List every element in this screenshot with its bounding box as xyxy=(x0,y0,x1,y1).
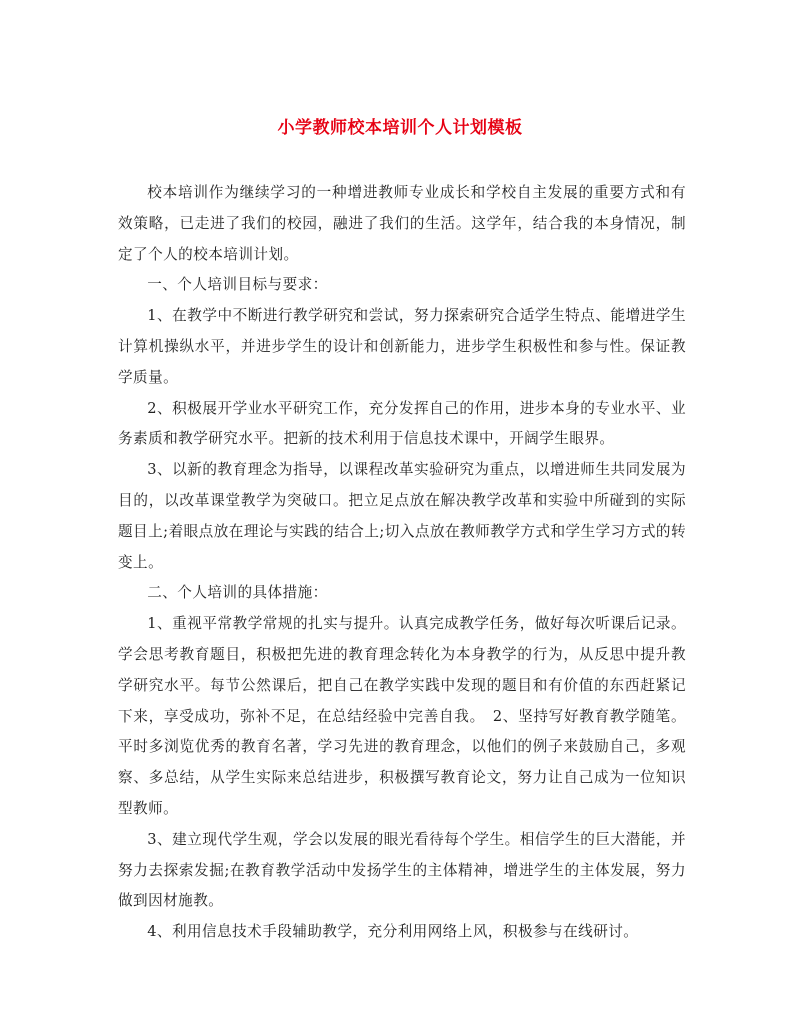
section-heading-measures: 二、个人培训的具体措施： xyxy=(147,584,328,602)
measure-item-4: 4、利用信息技术手段辅助教学，充分利用网络上风，积极参与在线研讨。 xyxy=(147,923,639,941)
measure-item-3: 3、建立现代学生观，学会以发展的眼光看待每个学生。相信学生的巨大潜能，并努力去探索发掘;在教育教学活动中发扬学生的主体精神，增进学生的主体发展，努力做到因材施教。 xyxy=(118,830,686,910)
document-body xyxy=(118,178,686,948)
section-heading-goals: 一、个人培训目标与要求： xyxy=(147,276,328,294)
goal-item-3: 3、以新的教育理念为指导，以课程改革实验研究为重点，以增进师生共同发展为目的，以改革课堂教学为突破口。把立足点放在解决教学改革和实验中所碰到的实际题目上;着眼点放在理论与实践的结合上;切入点放在教师教学方式和学生学习方式的转变上。 xyxy=(118,461,686,571)
goal-item-1: 1、在教学中不断进行教学研究和尝试，努力探索研究合适学生特点、能增进学生计算机操纵水平，并进步学生的设计和创新能力，进步学生积极性和参与性。保证教学质量。 xyxy=(118,307,686,386)
intro-paragraph: 校本培训作为继续学习的一种增进教师专业成长和学校自主发展的重要方式和有效策略，已走进了我们的校园，融进了我们的生活。这学年，结合我的本身情况，制定了个人的校本培训计划。 xyxy=(118,184,686,263)
measure-item-1-2: 1、重视平常教学常规的扎实与提升。认真完成教学任务，做好每次听课后记录。学会思考教育题目，积极把先进的教育理念转化为本身教学的行为，从反思中提升教学研究水平。每节公然课后，把自己在教学实践中发现的题目和有价值的东西赶紧记下来，享受成功，弥补不足，在总结经验中完善自我。 2、坚持写好教育教学随笔。平时多浏览优秀的教育名著，学习先进的教育理念，以他们的例子来鼓励自己，多观察、多总结，从学生实际来总结进步，积极撰写教育论文，努力让自己成为一位知识型教师。 xyxy=(118,615,686,817)
goal-item-2: 2、积极展开学业水平研究工作，充分发挥自己的作用，进步本身的专业水平、业务素质和教学研究水平。把新的技术利用于信息技术课中，开阔学生眼界。 xyxy=(118,399,686,448)
document-title: 小学教师校本培训个人计划模板 xyxy=(277,118,523,138)
